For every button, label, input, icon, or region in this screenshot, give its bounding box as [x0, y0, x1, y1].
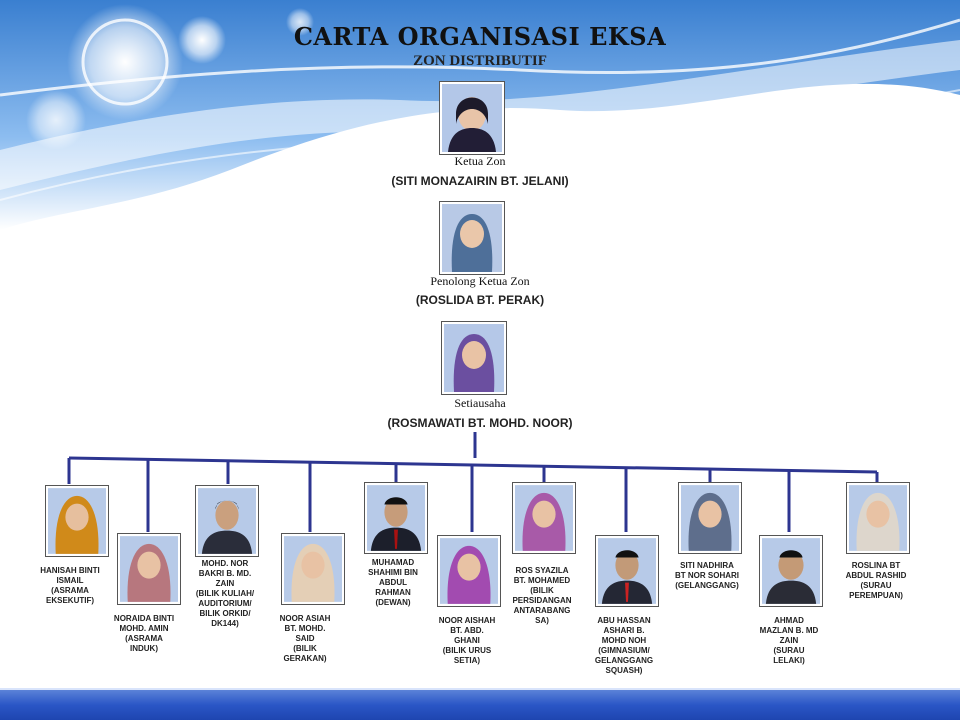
- member-photo: [512, 482, 576, 554]
- chart-title: CARTA ORGANISASI EKSA: [293, 22, 667, 51]
- member-photo: [595, 535, 659, 607]
- member-photo: [846, 482, 910, 554]
- member-label: HANISAH BINTI ISMAIL (ASRAMA EKSEKUTIF): [40, 566, 100, 605]
- portrait-ketua-zon: [439, 81, 505, 155]
- role-setiausaha: Setiausaha: [454, 396, 506, 410]
- bottom-bar: [0, 690, 960, 720]
- member-photo: [678, 482, 742, 554]
- member-photo: [117, 533, 181, 605]
- portrait-setiausaha: [441, 321, 507, 395]
- name-penolong-ketua-zon: (ROSLIDA BT. PERAK): [415, 293, 545, 307]
- member-label: AHMAD MAZLAN B. MD ZAIN (SURAU LELAKI): [759, 616, 819, 665]
- member-photo: [195, 485, 259, 557]
- member-label: SITI NADHIRA BT NOR SOHARI (GELANGGANG): [675, 561, 739, 590]
- member-label: ROSLINA BT ABDUL RASHID (SURAU PEREMPUAN): [845, 561, 907, 600]
- member-photo: [437, 535, 501, 607]
- role-penolong-ketua-zon: Penolong Ketua Zon: [430, 274, 530, 288]
- member-photo: [45, 485, 109, 557]
- member-label: NOOR ASIAH BT. MOHD. SAID (BILIK GERAKAN): [279, 614, 331, 663]
- member-photo: [281, 533, 345, 605]
- member-label: ROS SYAZILA BT. MOHAMED (BILIK PERSIDANGAN ANTARABANG SA): [512, 566, 572, 625]
- member-label: MOHD. NOR BAKRI B. MD. ZAIN (BILIK KULIAH/ AUDITORIUM/ BILIK ORKID/ DK144): [195, 559, 255, 628]
- name-setiausaha: (ROSMAWATI BT. MOHD. NOOR): [387, 416, 573, 430]
- member-photo: [364, 482, 428, 554]
- member-label: NOOR AISHAH BT. ABD. GHANI (BILIK URUS SETIA): [438, 616, 496, 665]
- name-ketua-zon: (SITI MONAZAIRIN BT. JELANI): [391, 174, 569, 188]
- member-label: ABU HASSAN ASHARI B. MOHD NOH (GIMNASIUM/ GELANGGANG SQUASH): [594, 616, 654, 675]
- role-ketua-zon: Ketua Zon: [454, 154, 506, 168]
- member-label: NORAIDA BINTI MOHD. AMIN (ASRAMA INDUK): [113, 614, 175, 653]
- portrait-penolong-ketua-zon: [439, 201, 505, 275]
- member-photo: [759, 535, 823, 607]
- chart-subtitle: ZON DISTRIBUTIF: [413, 53, 547, 69]
- member-label: MUHAMAD SHAHIMI BIN ABDUL RAHMAN (DEWAN): [368, 558, 418, 607]
